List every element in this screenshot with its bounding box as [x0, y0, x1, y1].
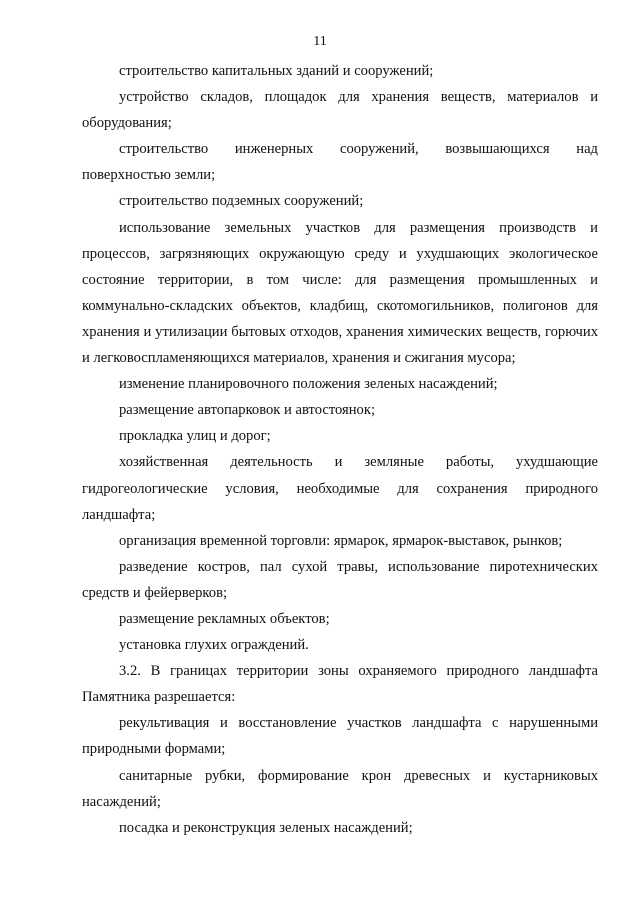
- paragraph: строительство подземных сооружений;: [119, 193, 364, 210]
- paragraph: прокладка улиц и дорог;: [119, 428, 271, 445]
- paragraph: установка глухих ограждений.: [119, 637, 309, 654]
- paragraph: использование земельных участков для размещения производств и процессов, загрязняющих окружающую среду и ухудшающих экологическое состояние территории, в том числе: для размещения промышленных и коммунально-складских объектов, кладбищ, скотомогильников, полигонов для хранения и утилизации бытовых отходов, хранения химических веществ, горючих и легковоспламеняющихся материалов, хранения и сжигания мусора;: [82, 219, 598, 367]
- paragraph: строительство капитальных зданий и сооружений;: [119, 63, 434, 79]
- paragraph: строительство инженерных сооружений, возвышающихся над поверхностью земли;: [82, 141, 598, 184]
- paragraph: размещение автопарковок и автостоянок;: [119, 402, 376, 419]
- paragraph: размещение рекламных объектов;: [119, 610, 330, 627]
- paragraph: санитарные рубки, формирование крон древесных и кустарниковых насаждений;: [82, 767, 598, 810]
- paragraph: посадка и реконструкция зеленых насаждений;: [119, 819, 413, 836]
- paragraph: устройство складов, площадок для хранения веществ, материалов и оборудования;: [82, 89, 598, 132]
- paragraph: рекультивация и восстановление участков ландшафта с нарушенными природными формами;: [82, 715, 598, 758]
- document-body: [82, 58, 598, 841]
- paragraph: разведение костров, пал сухой травы, использование пиротехнических средств и фейерверков;: [82, 558, 598, 601]
- paragraph: организация временной торговли: ярмарок, ярмарок-выставок, рынков;: [119, 532, 563, 549]
- paragraph: изменение планировочного положения зеленых насаждений;: [119, 376, 498, 393]
- page-number: 11: [313, 34, 327, 49]
- paragraph: хозяйственная деятельность и земляные работы, ухудшающие гидрогеологические условия, необходимые для сохранения природного ландшафта;: [82, 454, 598, 523]
- section-paragraph: 3.2. В границах территории зоны охраняемого природного ландшафта Памятника разрешается:: [82, 663, 598, 706]
